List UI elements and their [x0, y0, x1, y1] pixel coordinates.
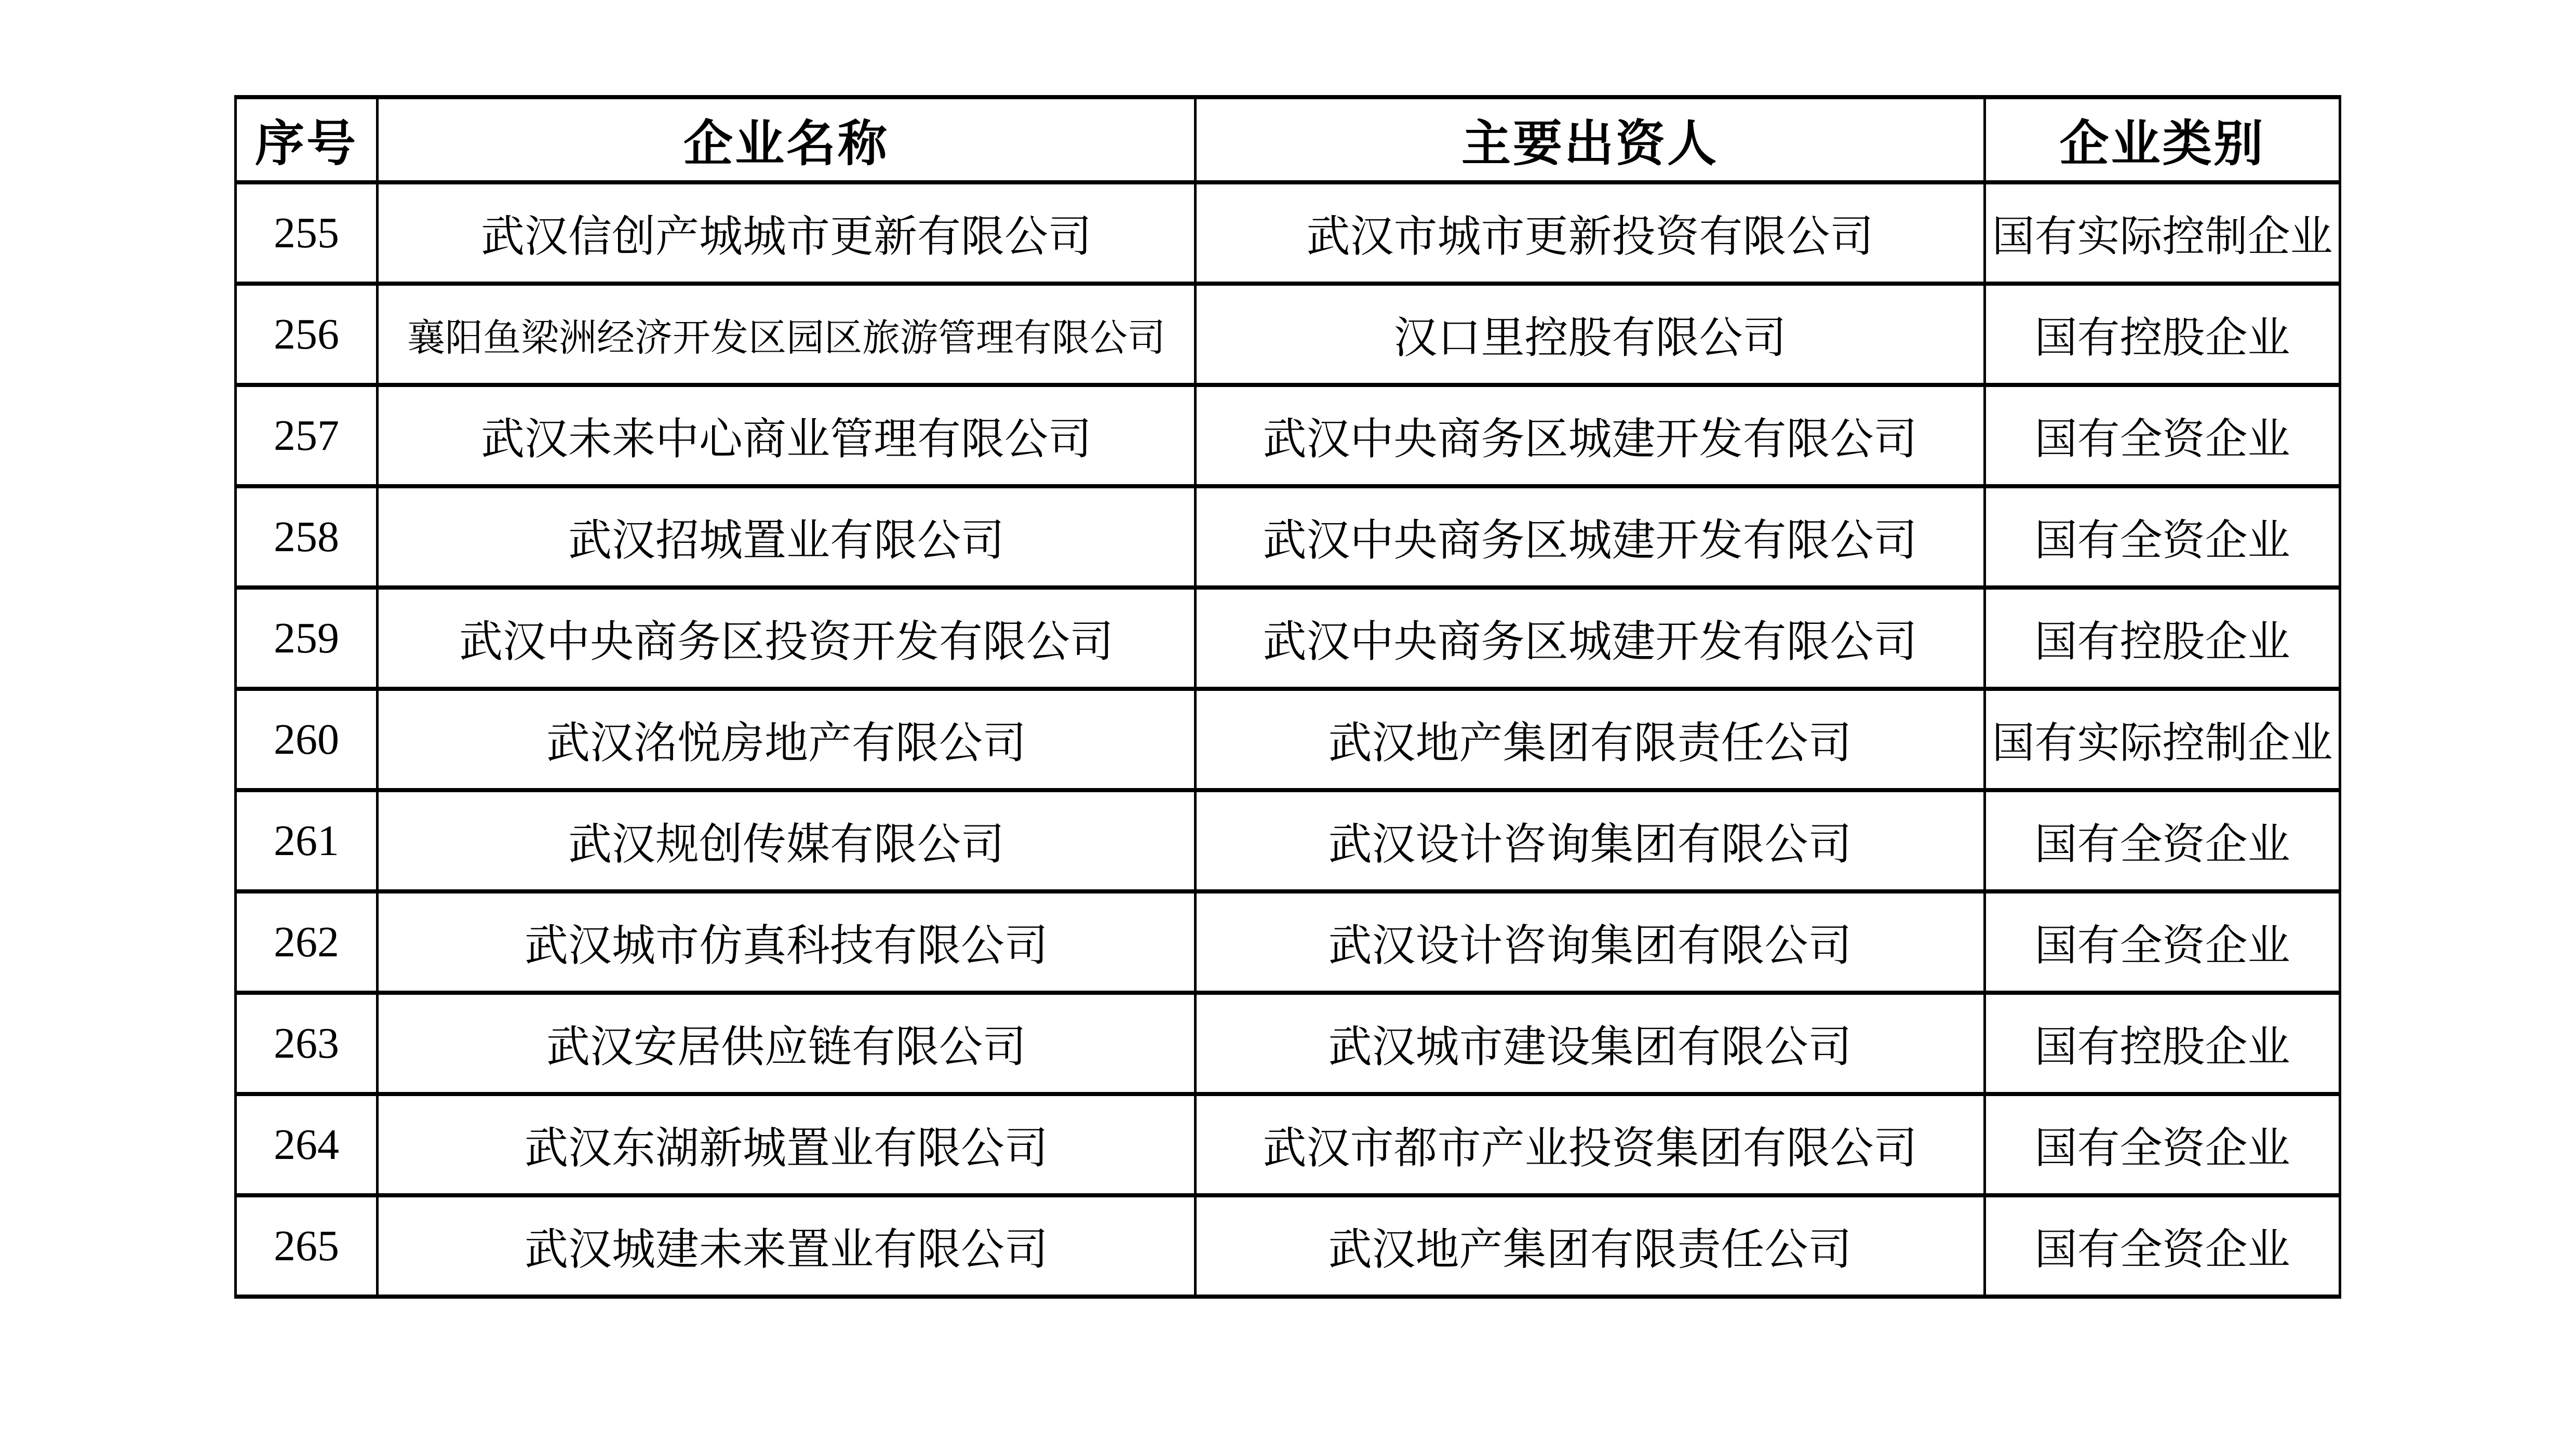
- cell-index: 263: [236, 993, 378, 1094]
- cell-investor: 武汉设计咨询集团有限公司: [1196, 790, 1985, 891]
- table-row: [236, 689, 2340, 790]
- cell-investor: 武汉地产集团有限责任公司: [1196, 1195, 1985, 1297]
- table-row: [236, 891, 2340, 993]
- table-row: [236, 385, 2340, 486]
- cell-company-name: 武汉招城置业有限公司: [378, 486, 1196, 588]
- header-seq: 序号: [236, 97, 378, 182]
- cell-company-name: 襄阳鱼梁洲经济开发区园区旅游管理有限公司: [378, 284, 1196, 385]
- table-row: [236, 1094, 2340, 1195]
- table-row: [236, 284, 2340, 385]
- cell-index: 260: [236, 689, 378, 790]
- cell-company-name: 武汉安居供应链有限公司: [378, 993, 1196, 1094]
- table-row: [236, 1195, 2340, 1297]
- table-row: [236, 588, 2340, 689]
- cell-investor: 武汉市城市更新投资有限公司: [1196, 182, 1985, 284]
- cell-category: 国有全资企业: [1985, 486, 2340, 588]
- table-row: [236, 182, 2340, 284]
- cell-category: 国有控股企业: [1985, 284, 2340, 385]
- cell-investor: 武汉中央商务区城建开发有限公司: [1196, 588, 1985, 689]
- cell-company-name: 武汉中央商务区投资开发有限公司: [378, 588, 1196, 689]
- cell-category: 国有全资企业: [1985, 1195, 2340, 1297]
- cell-company-name: 武汉城市仿真科技有限公司: [378, 891, 1196, 993]
- cell-category: 国有控股企业: [1985, 993, 2340, 1094]
- cell-index: 259: [236, 588, 378, 689]
- cell-category: 国有全资企业: [1985, 385, 2340, 486]
- cell-index: 256: [236, 284, 378, 385]
- cell-category: 国有全资企业: [1985, 790, 2340, 891]
- cell-index: 257: [236, 385, 378, 486]
- cell-investor: 武汉中央商务区城建开发有限公司: [1196, 385, 1985, 486]
- cell-company-name: 武汉东湖新城置业有限公司: [378, 1094, 1196, 1195]
- header-company-name: 企业名称: [378, 97, 1196, 182]
- enterprise-table-container: [234, 95, 2341, 1299]
- cell-index: 264: [236, 1094, 378, 1195]
- cell-index: 261: [236, 790, 378, 891]
- header-investor: 主要出资人: [1196, 97, 1985, 182]
- cell-company-name: 武汉未来中心商业管理有限公司: [378, 385, 1196, 486]
- cell-company-name: 武汉城建未来置业有限公司: [378, 1195, 1196, 1297]
- cell-investor: 武汉地产集团有限责任公司: [1196, 689, 1985, 790]
- cell-company-name: 武汉洺悦房地产有限公司: [378, 689, 1196, 790]
- cell-index: 258: [236, 486, 378, 588]
- table-row: [236, 486, 2340, 588]
- table-row: [236, 790, 2340, 891]
- cell-index: 262: [236, 891, 378, 993]
- header-category: 企业类别: [1985, 97, 2340, 182]
- cell-category: 国有实际控制企业: [1985, 689, 2340, 790]
- cell-company-name: 武汉信创产城城市更新有限公司: [378, 182, 1196, 284]
- cell-index: 265: [236, 1195, 378, 1297]
- cell-category: 国有全资企业: [1985, 891, 2340, 993]
- table-row: [236, 993, 2340, 1094]
- cell-category: 国有控股企业: [1985, 588, 2340, 689]
- cell-company-name: 武汉规创传媒有限公司: [378, 790, 1196, 891]
- cell-investor: 汉口里控股有限公司: [1196, 284, 1985, 385]
- cell-investor: 武汉市都市产业投资集团有限公司: [1196, 1094, 1985, 1195]
- cell-investor: 武汉中央商务区城建开发有限公司: [1196, 486, 1985, 588]
- enterprise-table: [234, 95, 2341, 1299]
- header-row: [236, 97, 2340, 182]
- cell-category: 国有实际控制企业: [1985, 182, 2340, 284]
- cell-category: 国有全资企业: [1985, 1094, 2340, 1195]
- cell-index: 255: [236, 182, 378, 284]
- cell-investor: 武汉设计咨询集团有限公司: [1196, 891, 1985, 993]
- cell-investor: 武汉城市建设集团有限公司: [1196, 993, 1985, 1094]
